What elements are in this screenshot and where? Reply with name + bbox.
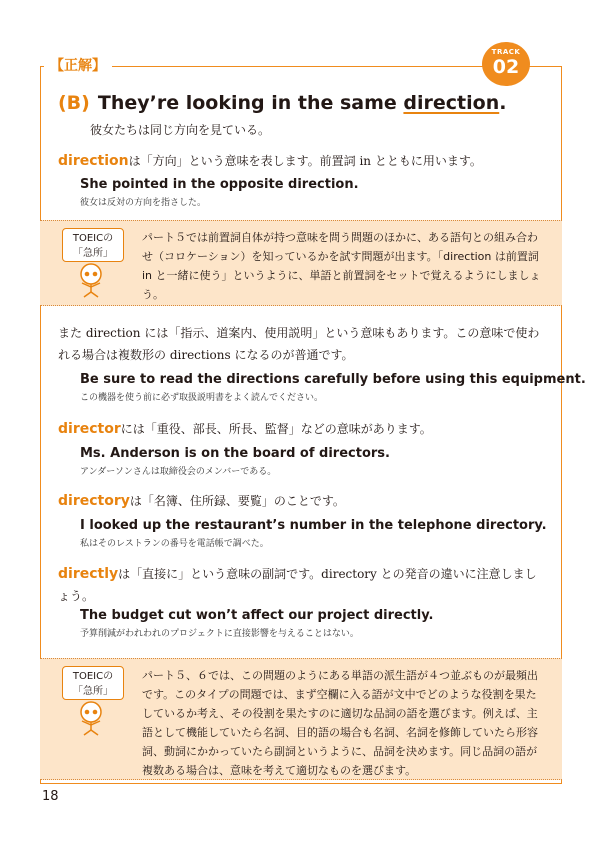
answer-sentence-start: They’re looking in the same <box>97 92 404 114</box>
directly-example: The budget cut won’t affect our project directly. <box>80 608 434 623</box>
keyword-directly: directly <box>58 566 119 582</box>
tip-label-1-line1: TOEICの <box>72 233 114 244</box>
track-number: 02 <box>492 56 520 78</box>
director-example-translation: アンダーソンさんは取締役会のメンバーである。 <box>80 467 277 477</box>
directory-explanation <box>58 490 546 512</box>
answer-translation: 彼女たちは同じ方向を見ている。 <box>90 123 271 137</box>
directions-example-translation: この機器を使う前に必ず取扱説明書をよく読んでください。 <box>80 393 324 403</box>
keyword-directory: directory <box>58 493 130 509</box>
tip-label-2-line1: TOEICの <box>72 671 114 682</box>
directory-text: は「名簿、住所録、要覧」のことです。 <box>129 494 345 508</box>
track-label: TRACK <box>491 48 521 56</box>
directly-text: は「直接に」という意味の副詞です。directory との発音の違いに注意しましょう。 <box>58 567 537 603</box>
keyword-director: director <box>58 421 121 437</box>
director-text: には「重役、部長、所長、監督」などの意味があります。 <box>120 422 432 436</box>
directly-explanation <box>58 563 546 607</box>
tip-label-2-line2: 「急所」 <box>73 686 113 697</box>
answer-sentence-end: . <box>499 92 507 114</box>
directions-explanation: また direction には「指示、道案内、使用説明」という意味もあります。この意味で使われる場合は複数形の directions になるのが普通です。 <box>58 326 540 362</box>
tip-label-1-line2: 「急所」 <box>73 248 113 259</box>
skull-mascot-icon <box>74 700 108 736</box>
direction-example-translation: 彼女は反対の方向を指さした。 <box>80 198 207 208</box>
keyword-direction: direction <box>58 153 129 169</box>
directory-example-translation: 私はそのレストランの番号を電話帳で調べた。 <box>80 539 269 549</box>
directly-example-translation: 予算削減がわれわれのプロジェクトに直接影響を与えることはない。 <box>80 629 359 639</box>
answer-focus-word: direction <box>403 92 500 114</box>
directory-example: I looked up the restaurant’s number in the telephone directory. <box>80 518 547 533</box>
answer-mark: (B) <box>58 92 90 114</box>
answer-tab-label: 【正解】 <box>44 57 112 75</box>
director-explanation <box>58 418 546 440</box>
tip-text-1: パート５では前置詞自体が持つ意味を問う問題のほかに、ある語句との組み合わせ（コロケーション）を知っているかを試す問題が出ます。「direction は前置詞 in と一緒に使う」というように、単語と前置詞をセットで覚えるようにしましょう。 <box>142 231 541 301</box>
track-badge <box>482 42 530 86</box>
direction-example: She pointed in the opposite direction. <box>80 177 359 192</box>
directions-example: Be sure to read the directions carefully before using this equipment. <box>80 372 586 387</box>
page-number: 18 <box>42 789 59 804</box>
answer-sentence <box>58 92 506 114</box>
tip-text-2: パート５、６では、この問題のようにある単語の派生語が４つ並ぶものが最頻出です。このタイプの問題では、まず空欄に入る語が文中でどのような役割を果たしているか考え、その役割を果たすのに適切な品詞の語を選びます。例えば、主語として機能していたら名詞、目的語の場合も名詞、名詞を修飾していたら形容詞、動詞にかかっていたら副詞というように、品詞を決めます。同じ品詞の語が複数ある場合は、意味を考えて適切なものを選びます。 <box>142 669 538 777</box>
tip-label-1 <box>62 228 124 262</box>
director-example: Ms. Anderson is on the board of directors. <box>80 446 390 461</box>
tip-label-2 <box>62 666 124 700</box>
direction-text: は「方向」という意味を表します。前置詞 in とともに用います。 <box>128 154 482 168</box>
direction-explanation <box>58 150 546 172</box>
skull-mascot-icon <box>74 262 108 298</box>
